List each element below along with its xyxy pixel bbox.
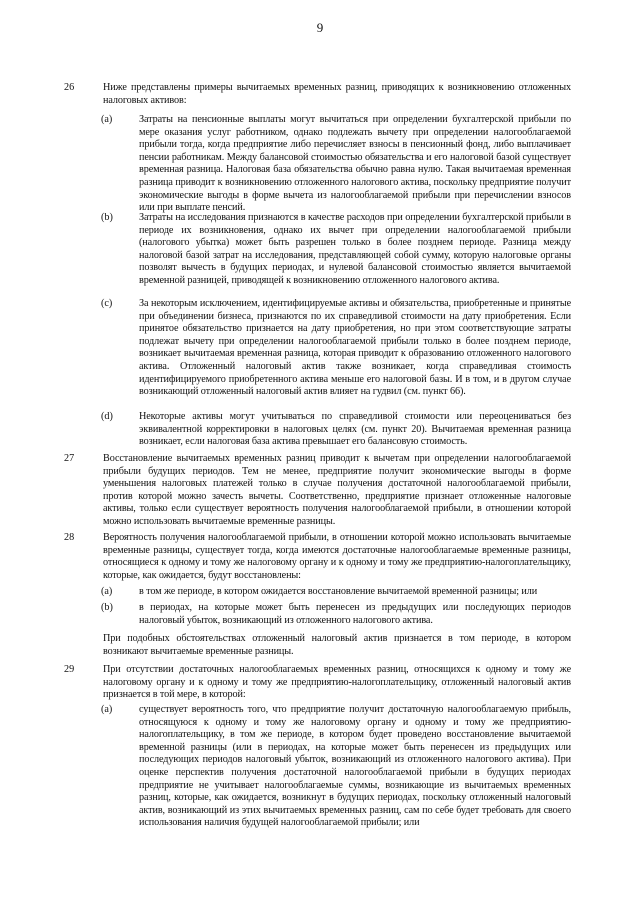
item-26b-label: (b) [101, 212, 113, 223]
item-26d-label: (d) [101, 411, 113, 422]
paragraph-number-27: 27 [64, 453, 75, 464]
item-29a-text: существует вероятность того, что предприятие получит достаточную налогооблагаемую прибыль, относящуюся к одному и тому же налоговому органу и одному и тому же предприятию-налогоплательщику, в том же периоде, в котором будет проведено восстановление вычитаемой временной разницы (или в периодах, на которые может быть перенесен из предыдущих или последующих периодов налоговый убыток, возникающий из отложенного налогового актива). При оценке перспектив получения достаточной налогооблагаемой прибыли в будущих периодах предприятие не учитывает налогооблагаемые суммы, возникающие из вычитаемых временных разниц, которые, как ожидается, возникнут в будущих периодах, поскольку отложенный налоговый актив, возникающий из этих вычитаемых временных разниц, сам по себе будет требовать для своего использования наличия будущей налогооблагаемой прибыли; или [139, 704, 571, 829]
item-26c-label: (c) [101, 298, 113, 309]
paragraph-26-intro: Ниже представлены примеры вычитаемых временных разниц, приводящих к возникновению отложенных налоговых активов: [103, 82, 571, 106]
item-29a-label: (a) [101, 704, 113, 715]
item-28b-label: (b) [101, 602, 113, 613]
item-26b-text: Затраты на исследования признаются в качестве расходов при определении бухгалтерской прибыли в периоде их возникновения, однако их вычет при определении налогооблагаемой прибыли (налогового убытка) может быть разрешен только в более позднем периоде. Разница между налоговой базой затрат на исследования, представляющей собой сумму, которую налоговые органы позволят вычесть в будущих периодах, и нулевой балансовой стоимостью является вычитаемой временной разницей, приводящей к возникновению отложенного налогового актива. [139, 212, 571, 286]
item-26d-text: Некоторые активы могут учитываться по справедливой стоимости или переоцениваться без эквивалентной корректировки в налоговых целях (см. пункт 20). Вычитаемая временная разница возникает, если налоговая база актива превышает его балансовую стоимость. [139, 411, 571, 448]
item-28a-label: (a) [101, 586, 113, 597]
paragraph-number-26: 26 [64, 82, 75, 93]
item-26c-text: За некоторым исключением, идентифицируемые активы и обязательства, приобретенные и принятые при объединении бизнеса, признаются по их справедливой стоимости на дату приобретения. Если принятое обязательство признается на дату приобретения, но при этом соответствующие затраты подлежат вычету при определении налогооблагаемой прибыли только в более позднем периоде, возникает вычитаемая временная разница, которая приводит к образованию отложенного налогового актива. Отложенный налоговый актив также возникает, когда справедливая стоимость идентифицируемого приобретенного актива меньше его налоговой базы. И в том, и в другом случае возникающий отложенный налоговый актив влияет на гудвил (см. пункт 66). [139, 298, 571, 398]
item-28a-text: в том же периоде, в котором ожидается восстановление вычитаемой временной разницы; или [139, 586, 538, 597]
paragraph-28-closing: При подобных обстоятельствах отложенный налоговый актив признается в том периоде, в котором возникают вычитаемые временные разницы. [103, 633, 571, 657]
paragraph-28-intro: Вероятность получения налогооблагаемой прибыли, в отношении которой можно использовать вычитаемые временные разницы, существует тогда, когда имеются достаточные налогооблагаемые временные разницы, относящиеся к одному и тому же налоговому органу и к одному и тому же предприятию-налогоплательщику, которые, как ожидается, будут восстановлены: [103, 532, 571, 581]
paragraph-27-text: Восстановление вычитаемых временных разниц приводит к вычетам при определении налогооблагаемой прибыли будущих периодов. Тем не менее, предприятие получит экономические выгоды в форме уменьшения налоговых платежей только в случае получения достаточной налогооблагаемой прибыли, против которой можно зачесть вычеты. Соответственно, предприятие признает отложенные налоговые активы, только если существует вероятность получения налогооблагаемой прибыли, в отношении которой можно использовать вычитаемые временные разницы. [103, 453, 571, 527]
item-26a-label: (a) [101, 114, 113, 125]
paragraph-number-28: 28 [64, 532, 75, 543]
paragraph-29-intro: При отсутствии достаточных налогооблагаемых временных разниц, относящихся к одному и тому же налоговому органу и к одному и тому же предприятию-налогоплательщику, отложенный налоговый актив признается в той мере, в которой: [103, 664, 571, 701]
paragraph-number-29: 29 [64, 664, 75, 675]
page-number: 9 [316, 20, 324, 35]
item-28b-text: в периодах, на которые может быть перенесен из предыдущих или последующих периодов налоговый убыток, возникающий из отложенного налогового актива. [139, 602, 571, 626]
item-26a-text: Затраты на пенсионные выплаты могут вычитаться при определении бухгалтерской прибыли по мере оказания услуг работником, однако подлежать вычету при определении налогооблагаемой прибыли тогда, когда предприятие либо перечисляет взносы в пенсионный фонд, либо выплачивает пенсии работникам. Между балансовой стоимостью обязательства и его налоговой базой существует временная разница. Налоговая база обязательства обычно равна нулю. Такая вычитаемая временная разница приводит к возникновению отложенного налогового актива, поскольку предприятие получит экономические выгоды в форме вычета из налогооблагаемой прибыли при перечислении взносов или при выплате пенсий. [139, 114, 571, 214]
